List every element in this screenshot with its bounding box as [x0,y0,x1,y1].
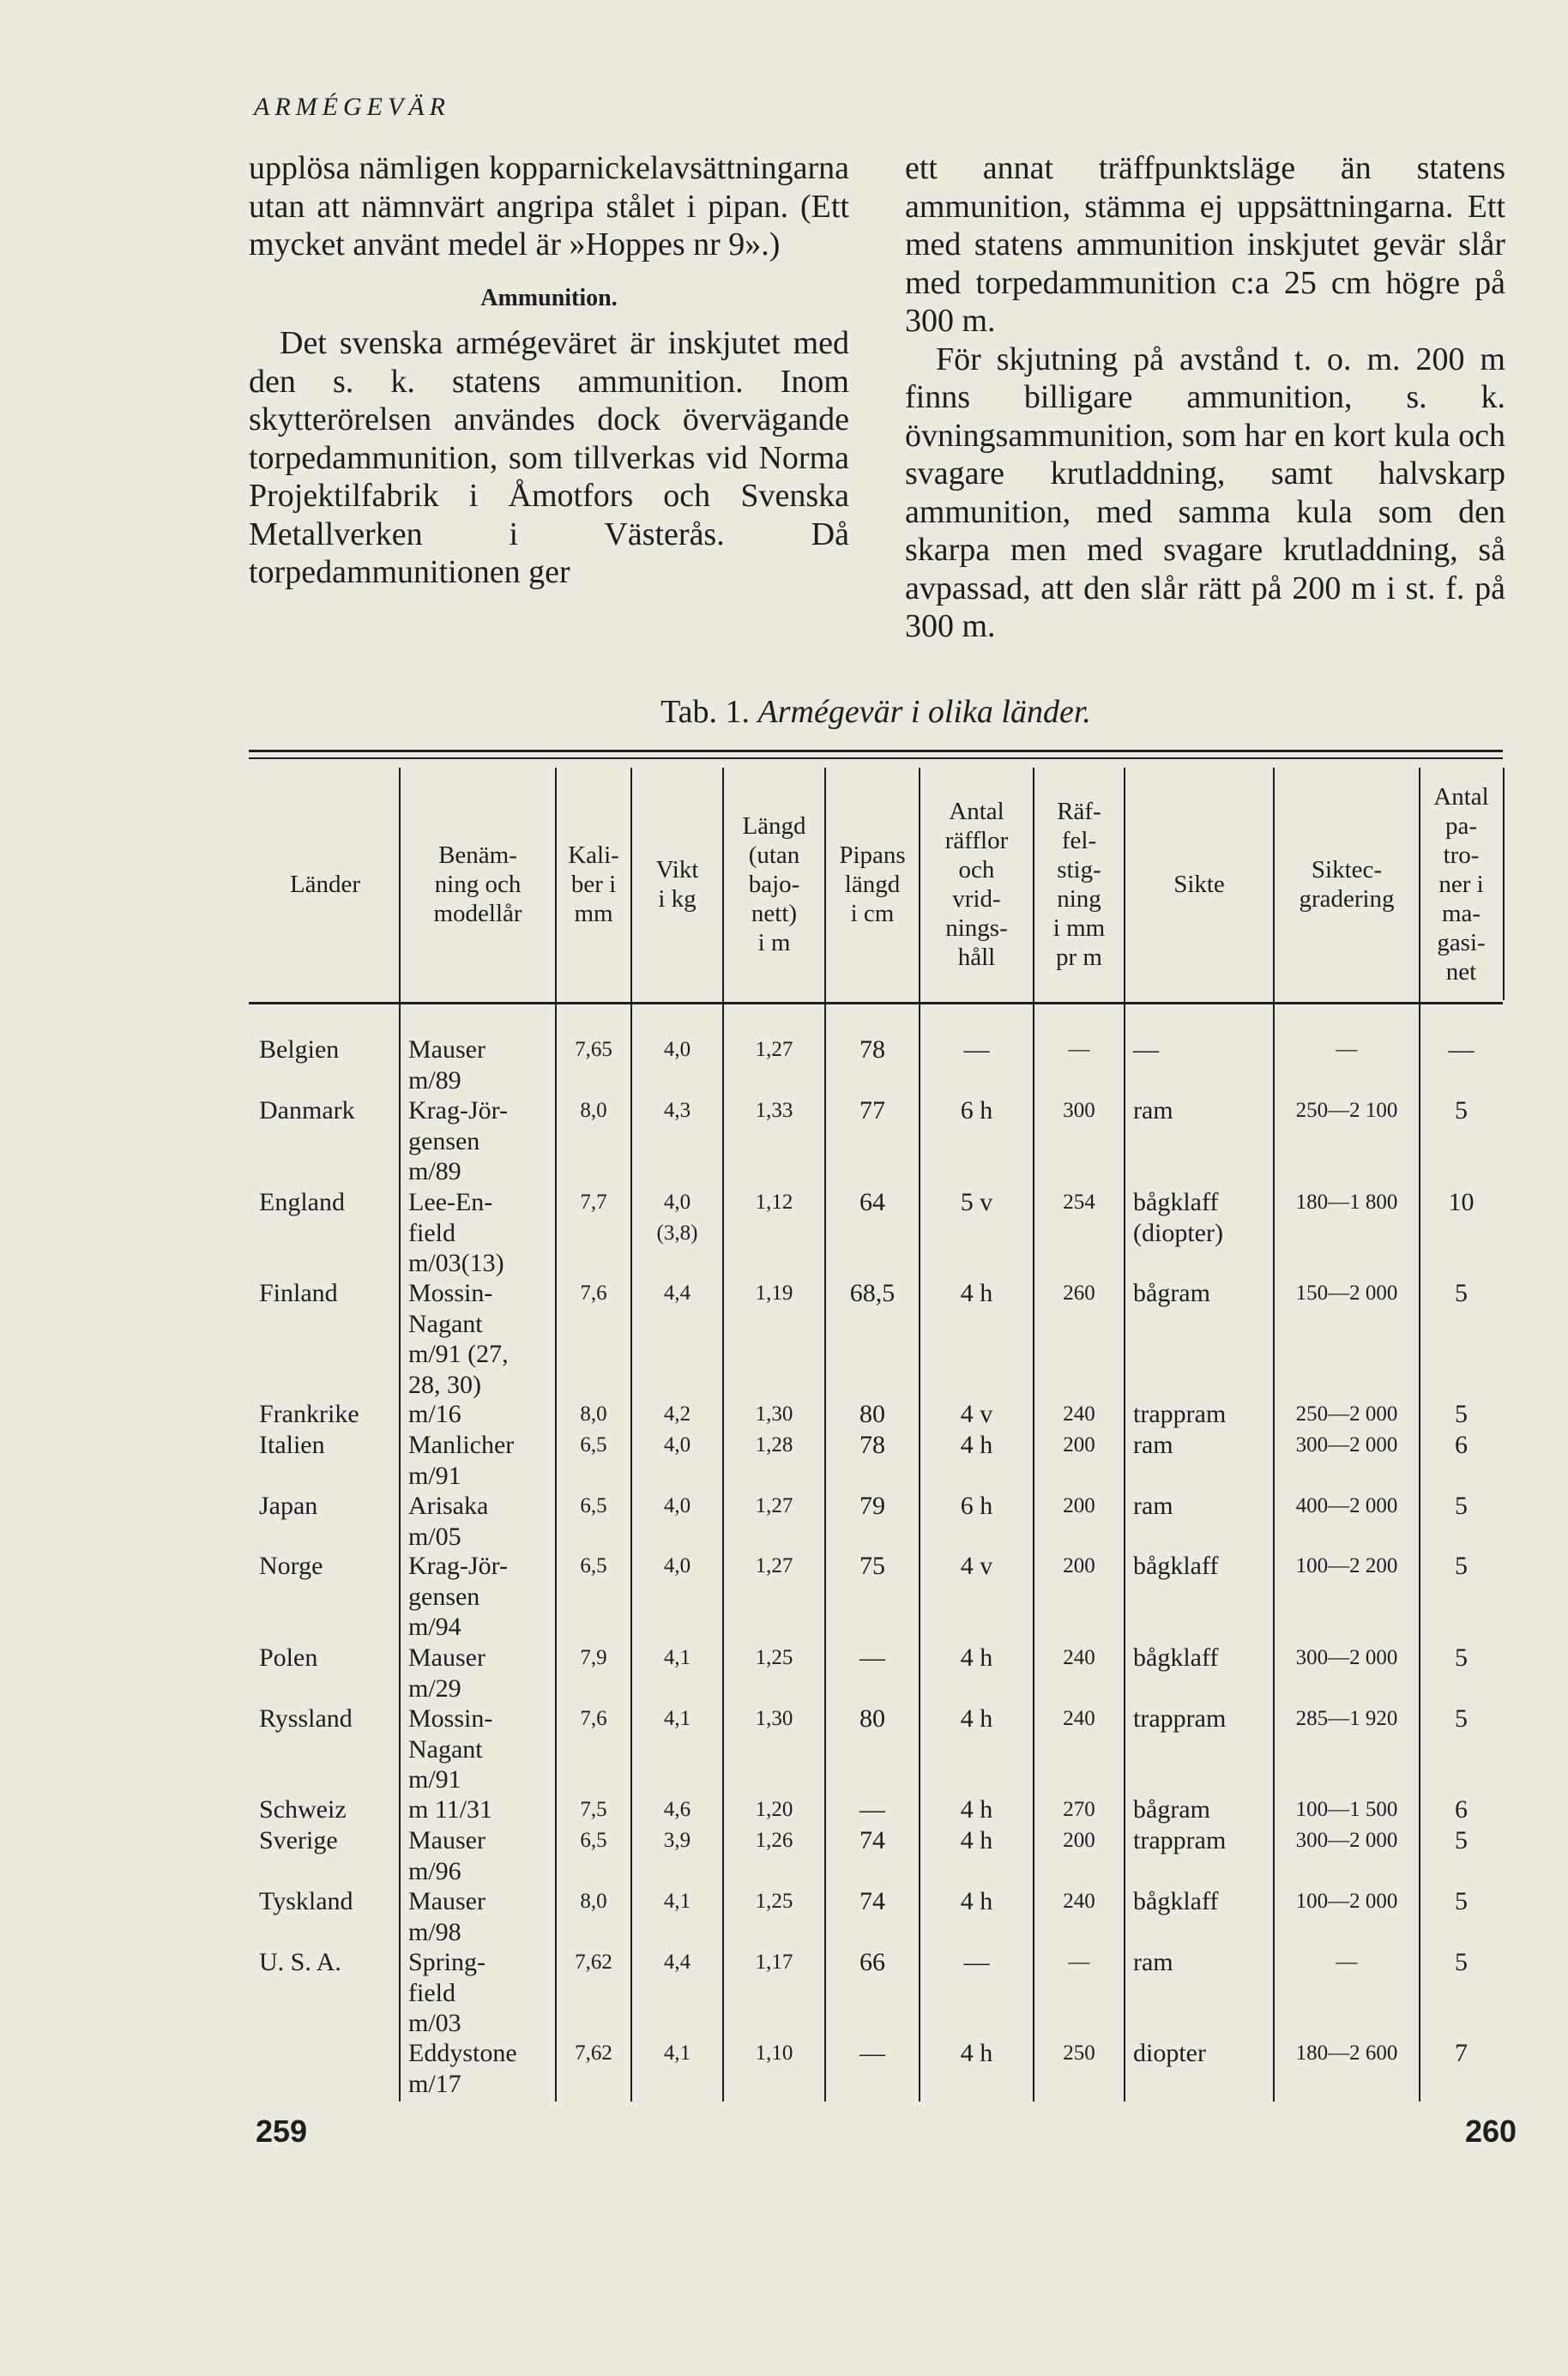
table-cell-caliber: 7,6 [580,1707,607,1730]
table-cell-magazine: 5 [1455,1887,1468,1915]
table-cell-barrel: 80 [859,1400,885,1428]
table-cell-magazine: 5 [1455,1826,1468,1854]
table-cell-sight: ram [1133,1431,1173,1459]
table-caption [249,693,1503,731]
table-cell-rifling: 4 h [960,1643,993,1672]
table-right-border [1503,768,1505,1000]
table-cell-model: Mauser m/98 [408,1887,485,1946]
table-header-label: Vikt i kg [655,855,699,913]
table-header-rule [249,1002,1503,1004]
table-cell-length: 1,27 [755,1554,793,1577]
table-cell-weight: 4,0 (3,8) [656,1191,698,1245]
table-cell-sight-range: — [1336,1951,1358,1974]
table-cell-country: Frankrike [259,1400,359,1428]
table-cell-barrel: 68,5 [849,1279,896,1307]
table-cell-sight-range: 400—2 000 [1295,1494,1398,1517]
table-cell-weight: 4,4 [663,1281,691,1305]
table-cell-model: Mauser m/29 [408,1643,485,1703]
table-cell-caliber: 6,5 [580,1554,607,1577]
table-cell-model: Mauser m/96 [408,1826,485,1885]
left-paragraph-1: upplösa nämligen kopparnickelavsättningarna utan att nämnvärt angripa stålet i pipan. (Ett mycket använt medel är »Hoppes nr 9».) [249,150,849,262]
table-header-label: Sikte [1173,870,1225,898]
table-cell-weight: 4,6 [663,1798,691,1821]
table-cell-barrel: 78 [859,1431,885,1459]
table-cell-rifling: 4 h [960,1826,993,1854]
table-cell-sight-range: 150—2 000 [1295,1281,1398,1305]
table-header-sight-range [1274,768,1420,1000]
table-cell-sight: bågram [1133,1279,1210,1307]
table-cell-rifling: 5 v [960,1188,993,1216]
table-cell-country: Tyskland [259,1887,353,1915]
table-cell-twist: 260 [1063,1281,1095,1305]
table-cell-weight: 4,1 [663,1646,691,1669]
page-number-left: 259 [256,2114,308,2149]
table-cell-length: 1,30 [755,1707,793,1730]
table-cell-caliber: 7,62 [575,1951,612,1974]
table-header-rifling [920,768,1034,1000]
table-header-label: Länder [289,870,361,898]
table-cell-length: 1,25 [755,1646,793,1669]
table-header-label: Längd (utan bajo- nett) i m [742,811,806,956]
table-cell-length: 1,20 [755,1798,793,1821]
table-cell-weight: 4,1 [663,1707,691,1730]
table-cell-length: 1,30 [755,1402,793,1426]
table-cell-rifling: 4 v [960,1400,993,1428]
table-cell-barrel: 74 [859,1887,885,1915]
page-number-right: 260 [1465,2114,1517,2149]
table-cell-barrel: — [859,2039,885,2067]
table-cell-magazine: 5 [1455,1096,1468,1125]
table-cell-weight: 4,0 [663,1494,691,1517]
right-paragraph-1: ett annat träffpunktsläge än statens ammunition, stämma ej uppsättningarna. Ett med statens ammunition inskjutet gevär slår med torpedammunition c:a 25 cm högre på 300 m. [905,150,1505,339]
table-cell-twist: 254 [1063,1191,1095,1214]
table-cell-length: 1,27 [755,1038,793,1061]
table-cell-magazine: 5 [1455,1948,1468,1976]
table-header-label: Sikteс- gradering [1299,855,1395,913]
table-cell-length: 1,25 [755,1890,793,1913]
table-top-rule [249,750,1503,752]
table-cell-country: Danmark [259,1096,355,1125]
right-paragraph-2: För skjutning på avstånd t. o. m. 200 m finns billigare ammunition, s. k. övningsammunition, som har en kort kula och svagare krutladdning, samt halvskarp ammunition, med samma kula som den skarpa men med svagare krutladdning, så avpassad, att den slår rätt på 200 m i st. f. på 300 m. [905,341,1505,644]
table-header-caliber [556,768,631,1000]
table-cell-sight-range: 300—2 000 [1295,1433,1398,1456]
table-cell-rifling: 4 h [960,1431,993,1459]
table-cell-sight-range: 285—1 920 [1295,1707,1398,1730]
table-cell-sight: bågklaff (diopter) [1133,1188,1223,1247]
table-cell-model: Lee-En- field m/03(13) [408,1188,504,1277]
table-caption-title: Armégevär i olika länder. [757,694,1091,730]
table-cell-sight: diopter [1133,2039,1206,2067]
table-cell-country: Belgien [259,1035,340,1064]
table-cell-weight: 4,0 [663,1038,691,1061]
table-cell-length: 1,26 [755,1829,793,1852]
table-cell-magazine: 6 [1455,1795,1468,1824]
table-cell-model: m 11/31 [408,1795,493,1824]
table-cell-sight: trappram [1133,1400,1227,1428]
table-cell-model: m/16 [408,1400,461,1428]
table-cell-caliber: 7,65 [575,1038,612,1061]
table-cell-length: 1,19 [755,1281,793,1305]
table-cell-country: Italien [259,1431,325,1459]
table-cell-rifling: 4 h [960,1704,993,1733]
table-cell-weight: 4,3 [663,1099,691,1122]
table-cell-caliber: 8,0 [580,1099,607,1122]
table-cell-caliber: 7,6 [580,1281,607,1305]
table-cell-twist: 200 [1063,1554,1095,1577]
table-cell-weight: 4,0 [663,1433,691,1456]
table-header-label: Räf- fel- stig- ning i mm pr m [1052,797,1106,971]
table-cell-magazine: 5 [1455,1400,1468,1428]
table-cell-twist: 200 [1063,1433,1095,1456]
table-header-length [723,768,825,1000]
table-cell-sight: trappram [1133,1704,1227,1733]
table-cell-sight-range: — [1336,1038,1358,1061]
table-cell-sight-range: 180—1 800 [1295,1191,1398,1214]
table-cell-sight: bågram [1133,1795,1210,1824]
table-cell-weight: 4,1 [663,1890,691,1913]
table-cell-sight-range: 100—1 500 [1295,1798,1398,1821]
table-cell-country: Polen [259,1643,318,1672]
table-cell-magazine: 5 [1455,1643,1468,1672]
table-cell-sight: bågklaff [1133,1552,1219,1580]
table-cell-magazine: 10 [1448,1188,1475,1216]
table-header-twist [1034,768,1125,1000]
table-cell-weight: 4,4 [663,1951,691,1974]
table-cell-sight-range: 250—2 000 [1295,1402,1398,1426]
table-cell-magazine: 5 [1455,1704,1468,1733]
table-cell-model: Krag-Jör- gensen m/89 [408,1096,509,1185]
table-cell-country: Ryssland [259,1704,353,1733]
table-cell-barrel: 77 [859,1096,885,1125]
table-cell-caliber: 8,0 [580,1402,607,1426]
table-cell-barrel: — [859,1643,885,1672]
table-cell-sight-range: 180—2 600 [1295,2041,1398,2065]
table-cell-twist: 300 [1063,1099,1095,1122]
table-header-label: Pipans längd i cm [839,841,906,927]
table-cell-sight-range: 100—2 000 [1295,1890,1398,1913]
table-cell-rifling: 4 v [960,1552,993,1580]
table-header-label: Benäm- ning och modellår [433,841,522,927]
table-cell-model: Krag-Jör- gensen m/94 [408,1552,509,1641]
table-top-rule-thin [249,757,1503,759]
right-column [905,149,1505,646]
table-cell-weight: 3,9 [663,1829,691,1852]
table-cell-sight: bågklaff [1133,1643,1219,1672]
table-cell-country: Sverige [259,1826,338,1854]
table-cell-sight-range: 250—2 100 [1295,1099,1398,1122]
table-cell-length: 1,17 [755,1951,793,1974]
table-cell-model: Spring- field m/03 [408,1948,485,2037]
table-cell-magazine: 7 [1455,2039,1468,2067]
table-cell-magazine: 5 [1455,1492,1468,1520]
table-cell-twist: 200 [1063,1829,1095,1852]
table-cell-caliber: 7,9 [580,1646,607,1669]
table-header-barrel [825,768,920,1000]
table-cell-weight: 4,1 [663,2041,691,2065]
table-cell-length: 1,27 [755,1494,793,1517]
table-cell-caliber: 7,7 [580,1191,607,1214]
table-cell-rifling: 4 h [960,1887,993,1915]
table-cell-sight: ram [1133,1096,1173,1125]
table-cell-weight: 4,0 [663,1554,691,1577]
table-cell-caliber: 6,5 [580,1494,607,1517]
table-cell-rifling: 6 h [960,1096,993,1125]
table-cell-sight: bågklaff [1133,1887,1219,1915]
table-cell-magazine: 5 [1455,1552,1468,1580]
table-cell-model: Eddystone m/17 [408,2039,517,2098]
table-cell-sight: ram [1133,1948,1173,1976]
table-cell-barrel: 64 [859,1188,885,1216]
table-cell-country: England [259,1188,345,1216]
table-cell-rifling: 6 h [960,1492,993,1520]
table-cell-country: Japan [259,1492,318,1520]
running-head: ARMÉGEVÄR [254,93,450,121]
table-cell-model: Mauser m/89 [408,1035,485,1095]
table-header-weight [631,768,723,1000]
table-cell-length: 1,33 [755,1099,793,1122]
table-cell-caliber: 6,5 [580,1433,607,1456]
table-cell-sight-range: 100—2 200 [1295,1554,1398,1577]
table-cell-sight: — [1133,1035,1159,1064]
table-cell-country: Schweiz [259,1795,347,1824]
table-cell-sight: ram [1133,1492,1173,1520]
table-cell-rifling: 4 h [960,1795,993,1824]
table-header-label: Antal räfflor och vrid- nings- håll [944,797,1009,971]
table-header-magazine [1420,768,1503,1000]
table-cell-caliber: 8,0 [580,1890,607,1913]
table-cell-caliber: 6,5 [580,1829,607,1852]
table-cell-sight-range: 300—2 000 [1295,1829,1398,1852]
table-cell-model: Manlicher m/91 [408,1431,515,1490]
table-cell-barrel: 79 [859,1492,885,1520]
table-cell-twist: 250 [1063,2041,1095,2065]
table-cell-model: Mossin- Nagant m/91 (27, 28, 30) [408,1279,509,1399]
left-paragraph-2: Det svenska armégeväret är inskjutet med den s. k. statens ammunition. Inom skytterörelsen användes dock övervägande torpedammunition, som tillverkas vid Norma Projektilfabrik i Åmotfors och Svenska Metallverken i Västerås. Då torpedammunitionen ger [249,325,849,590]
table-cell-country: U. S. A. [259,1948,341,1976]
table-cell-twist: — [1068,1038,1090,1061]
table-header-country [250,768,400,1000]
table-cell-rifling: 4 h [960,1279,993,1307]
table-header-label: Antal pa- tro- ner i ma- gasi- net [1433,782,1489,986]
table-cell-twist: 270 [1063,1798,1095,1821]
table-cell-twist: — [1068,1951,1090,1974]
table-cell-length: 1,10 [755,2041,793,2065]
table-cell-length: 1,12 [755,1191,793,1214]
table-cell-barrel: 75 [859,1552,885,1580]
table-header-sight [1125,768,1274,1000]
table-caption-prefix: Tab. 1. [660,694,751,730]
table-cell-twist: 240 [1063,1402,1095,1426]
table-cell-sight: trappram [1133,1826,1227,1854]
table-cell-model: Arisaka m/05 [408,1492,489,1551]
table-cell-caliber: 7,5 [580,1798,607,1821]
table-cell-country: Norge [259,1552,323,1580]
table-cell-magazine: 6 [1455,1431,1468,1459]
table-header-label: Kali- ber i mm [568,841,619,927]
table-cell-barrel: 74 [859,1826,885,1854]
table-header-model [400,768,556,1000]
table-cell-rifling: 4 h [960,2039,993,2067]
left-column [249,149,849,592]
table-cell-twist: 240 [1063,1890,1095,1913]
section-heading: Ammunition. [480,284,618,311]
table-cell-caliber: 7,62 [575,2041,612,2065]
table-cell-magazine: — [1448,1035,1475,1064]
table-cell-weight: 4,2 [663,1402,691,1426]
table-cell-magazine: 5 [1455,1279,1468,1307]
table-cell-twist: 240 [1063,1707,1095,1730]
table-cell-model: Mossin- Nagant m/91 [408,1704,493,1794]
table-cell-barrel: — [859,1795,885,1824]
table-cell-barrel: 66 [859,1948,885,1976]
table-cell-barrel: 80 [859,1704,885,1733]
table-cell-rifling: — [963,1948,990,1976]
table-cell-twist: 200 [1063,1494,1095,1517]
table-cell-twist: 240 [1063,1646,1095,1669]
table-cell-rifling: — [963,1035,990,1064]
table-cell-country: Finland [259,1279,338,1307]
table-cell-length: 1,28 [755,1433,793,1456]
table-cell-barrel: 78 [859,1035,885,1064]
table-cell-sight-range: 300—2 000 [1295,1646,1398,1669]
